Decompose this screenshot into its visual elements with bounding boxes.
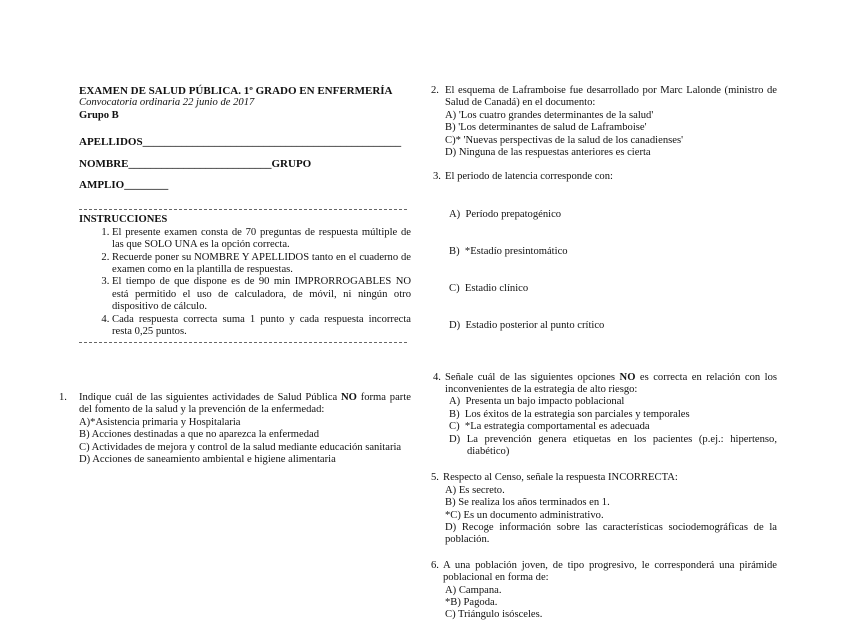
option-a[interactable]: A) Es secreto. (445, 484, 505, 496)
options (59, 417, 411, 467)
instruction-item: 1. El presente examen consta de 70 preguntas de respuesta múltiple de las que SOLO UNA es la opción correcta. (112, 227, 411, 252)
question-number: 5. (431, 472, 439, 484)
option-d[interactable]: D) La prevención genera etiquetas en los pacientes (p.ej.: hipertenso, diabético) (449, 433, 777, 457)
instruction-item: 3. El tiempo de que dispone es de 90 min IMPRORROGABLES NO está permitido el uso de calculadora, de móvil, ni ningún otro dispositivo de cálculo. (112, 276, 411, 313)
question-2 (431, 85, 777, 159)
options (431, 110, 777, 160)
question-1 (59, 392, 411, 466)
question-4 (431, 372, 777, 459)
left-column (79, 85, 411, 347)
option-c[interactable]: C) Triángulo isósceles. (445, 609, 543, 621)
question-text: Indique cuál de las siguientes actividades de Salud Pública (79, 392, 338, 403)
exam-group: Grupo B (79, 109, 119, 121)
option-c[interactable]: C) Actividades de mejora y control de la salud mediante educación sanitaria (79, 441, 402, 453)
instruction-item: 2. Recuerde poner su NOMBRE Y APELLIDOS tanto en el cuaderno de examen como en la plantilla de respuestas. (112, 252, 411, 277)
option-a[interactable]: A) Período prepatogénico (449, 208, 562, 220)
option-b[interactable]: B) Se realiza los años terminados en 1. (445, 497, 610, 509)
question-5 (431, 472, 777, 546)
option-c[interactable]: C) Estadio clínico (449, 283, 529, 295)
question-text-bold: NO (619, 371, 636, 383)
question-text: El esquema de Laframboise fue desarrollado por Marc Lalonde (ministro de Salud de Canadá) en el documento: (445, 85, 777, 109)
question-text: El periodo de latencia corresponde con: (445, 171, 613, 183)
student-fields (79, 136, 411, 191)
option-c[interactable]: C) *La estrategia comportamental es adecuada (449, 421, 650, 433)
option-a[interactable]: A) Presenta un bajo impacto poblacional (449, 396, 625, 408)
question-number: 6. (431, 559, 439, 571)
option-b[interactable]: *B) Pagoda. (445, 597, 498, 609)
divider-top (79, 209, 407, 210)
question-number: 2. (431, 85, 439, 96)
option-d[interactable]: D) Ninguna de las respuestas anteriores es cierta (445, 147, 651, 159)
option-b[interactable]: B) Acciones destinadas a que no aparezca la enfermedad (79, 429, 320, 441)
divider-bottom (79, 342, 407, 343)
question-text: es correcta en relación con los inconvenientes de la estrategia de alto riesgo: (445, 371, 777, 395)
instructions-heading: INSTRUCCIONES (79, 214, 168, 226)
option-d[interactable]: D) Estadio posterior al punto crítico (449, 320, 605, 332)
question-number: 4. (433, 371, 441, 383)
option-b[interactable]: B) *Estadío presintomático (449, 245, 568, 257)
right-column (431, 85, 777, 622)
option-b[interactable]: B) Los éxitos de la estrategia son parciales y temporales (449, 408, 690, 420)
option-d[interactable]: D) Acciones de saneamiento ambiental e higiene alimentaria (79, 454, 336, 466)
option-b[interactable]: B) 'Los determinantes de salud de Laframboise' (445, 122, 647, 134)
question-text: forma parte del fomento de la salud y la prevención de la enfermedad: (79, 392, 411, 416)
question-text: Señale cuál de las siguientes opciones (445, 371, 616, 383)
apellidos-field[interactable]: APELLIDOS_______________________________________________ (79, 136, 402, 149)
option-c[interactable]: C)* 'Nuevas perspectivas de la salud de los canadienses' (445, 134, 683, 146)
question-text-bold: NO (341, 392, 357, 403)
exam-title: EXAMEN DE SALUD PÚBLICA. 1º GRADO EN ENFERMERÍA (79, 85, 393, 97)
instructions-list (79, 227, 411, 339)
option-c[interactable]: *C) Es un documento administrativo. (445, 509, 604, 521)
options (431, 585, 777, 622)
question-text: Respecto al Censo, señale la respuesta INCORRECTA: (443, 472, 678, 484)
options (431, 396, 777, 458)
amplio-field[interactable]: AMPLIO________ (79, 179, 169, 192)
exam-subtitle: Convocatoria ordinaria 22 junio de 2017 (79, 97, 255, 109)
question-number: 1. (59, 392, 67, 403)
instruction-item: 4. Cada respuesta correcta suma 1 punto y cada respuesta incorrecta resta 0,25 puntos. (112, 314, 411, 339)
options (431, 184, 777, 358)
nombre-field[interactable]: NOMBRE__________________________GRUPO (79, 157, 312, 170)
question-6 (431, 560, 777, 622)
option-a[interactable]: A) 'Los cuatro grandes determinantes de la salud' (445, 109, 654, 121)
question-number: 3. (433, 171, 441, 183)
question-3 (431, 171, 777, 357)
option-a[interactable]: A)*Asistencia primaria y Hospitalaria (79, 416, 241, 428)
question-text: A una población joven, de tipo progresivo, le corresponderá una pirámide poblacional en forma de: (443, 559, 777, 584)
option-a[interactable]: A) Campana. (445, 584, 502, 596)
options (431, 485, 777, 547)
option-d[interactable]: D) Recoge información sobre las características sociodemográficas de la población. (445, 522, 777, 546)
